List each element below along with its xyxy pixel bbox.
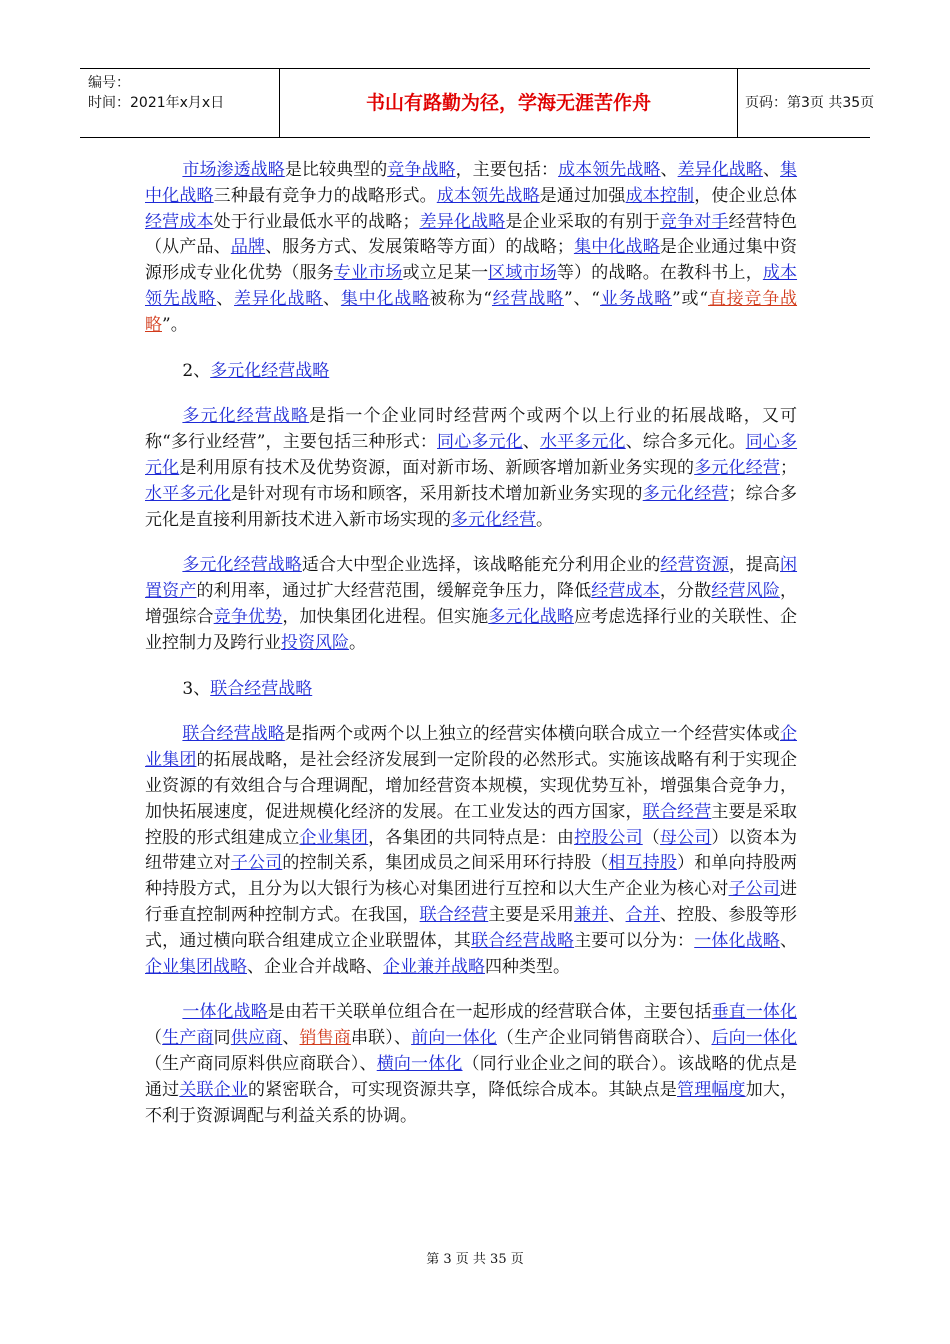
term-link[interactable]: 经营成本 (591, 581, 660, 602)
text-run: 、企业合并战略、 (247, 956, 383, 977)
text-run: ，提高 (728, 555, 781, 576)
text-run: 、服务方式、发展策略等方面）的战略； (265, 237, 574, 258)
term-link[interactable]: 关联企业 (179, 1079, 248, 1100)
text-run: 应考虑选择行业的关联性、企业控制力及跨行业 (145, 606, 798, 653)
term-link[interactable]: 联合经营战略 (182, 724, 285, 745)
term-link[interactable]: 子公司 (728, 879, 781, 900)
term-link[interactable]: 一体化战略 (694, 930, 781, 951)
term-link[interactable]: 同心多元化 (437, 432, 523, 453)
term-link[interactable]: 业务战略 (600, 288, 673, 309)
term-link[interactable]: 相互持股 (608, 853, 678, 874)
term-link[interactable]: 供应商 (230, 1028, 283, 1049)
text-run: 的控制关系，集团成员之间采用环行持股（ (282, 853, 609, 874)
term-link[interactable]: 多元化经营 (642, 483, 729, 504)
paragraph-spacer (145, 980, 797, 1000)
text-run: ）以资本为纽带建立对 (145, 827, 798, 874)
term-link[interactable]: 品牌 (230, 237, 266, 258)
body-paragraph (145, 722, 797, 980)
term-link[interactable]: 集中化战略 (340, 288, 430, 309)
header-meta (80, 69, 280, 137)
text-run: 同 (213, 1028, 231, 1049)
text-run: 适合大中型企业选择，该战略能充分利用企业的 (301, 555, 661, 576)
text-run: 。 (349, 632, 366, 653)
text-run: 、 (660, 160, 678, 180)
text-run: ”、“ (564, 288, 600, 309)
term-link[interactable]: 联合经营战略 (471, 930, 575, 951)
text-run: 加大，不利于资源调配与利益关系的协调。 (145, 1079, 798, 1126)
term-link[interactable]: 经营成本 (145, 211, 214, 232)
text-run: 串联）、 (350, 1028, 412, 1049)
text-run: ；综合多元化是直接利用新技术进入新市场实现的 (145, 483, 798, 530)
text-run: ”或“ (672, 288, 709, 309)
header-motto: 书山有路勤为径，学海无涯苦作舟 (280, 69, 738, 137)
term-link[interactable]: 集中化战略 (573, 237, 660, 258)
text-run: （ (145, 1028, 163, 1049)
text-run: 处于行业最低水平的战略； (213, 211, 420, 232)
paragraph-spacer (145, 533, 797, 553)
term-link[interactable]: 闲置资产 (145, 555, 798, 602)
text-run: 3、 (182, 678, 211, 699)
text-run: 、综合多元化。 (625, 432, 746, 453)
text-run: 是指两个或两个以上独立的经营实体横向联合成立一个经营实体或 (284, 724, 781, 745)
text-run: 是通过加强 (539, 185, 626, 206)
text-run: ； (780, 457, 798, 478)
term-link[interactable]: 合并 (625, 904, 660, 925)
term-link[interactable]: 经营资源 (660, 555, 729, 576)
term-link[interactable]: 成本领先战略 (145, 263, 798, 309)
text-run: 是指一个企业同时经营两个或两个以上行业的拓展战略，又可称“多行业经营”，主要包括三种形式： (145, 406, 797, 453)
text-run: 是企业采取的有别于 (505, 211, 660, 232)
text-run: 的紧密联合，可实现资源共享，降低综合成本。其缺点是 (247, 1079, 678, 1100)
term-link[interactable]: 专业市场 (333, 263, 403, 284)
term-link[interactable]: 多元化经营 (451, 509, 536, 530)
text-run: 或立足某一 (402, 263, 489, 284)
term-link[interactable]: 兼并 (574, 904, 609, 925)
term-link[interactable]: 子公司 (230, 853, 283, 874)
term-link[interactable]: 多元化经营战略 (182, 555, 302, 576)
text-run: （ (642, 827, 660, 848)
section-heading (145, 677, 797, 703)
text-run: ，增强综合 (145, 581, 798, 627)
term-link[interactable]: 企业集团战略 (145, 956, 247, 977)
term-link[interactable]: 成本领先战略 (558, 160, 661, 180)
term-link[interactable]: 水平多元化 (145, 483, 231, 504)
term-link[interactable]: 一体化战略 (182, 1002, 268, 1023)
term-link[interactable]: 前向一体化 (411, 1028, 497, 1049)
text-run: 、 (780, 930, 798, 951)
term-link[interactable]: 同心多元化 (145, 432, 798, 478)
term-link[interactable]: 横向一体化 (376, 1053, 463, 1074)
text-run: （生产企业同销售商联合）、 (496, 1028, 712, 1049)
body-paragraph (145, 1000, 797, 1129)
paragraph-spacer (145, 384, 797, 404)
page-header (80, 68, 875, 138)
text-run: ，加快集团化进程。但实施 (282, 606, 489, 627)
text-run: ，各集团的共同特点是：由 (368, 827, 575, 848)
text-run: ，使企业总体 (694, 185, 798, 206)
text-run: ）和单向持股两种持股方式，且分为以大银行为核心对集团进行互控和以大生产企业为核心对 (145, 853, 798, 900)
term-link[interactable]: 企业集团 (299, 827, 369, 848)
text-run: ”。 (162, 314, 188, 335)
term-link[interactable]: 多元化经营战略 (210, 360, 330, 381)
term-link[interactable]: 集中化战略 (145, 160, 798, 206)
term-link[interactable]: 多元化经营战略 (182, 406, 310, 427)
text-run: 、 (522, 432, 540, 453)
term-link[interactable]: 生产商 (162, 1028, 214, 1049)
document-body (145, 158, 797, 1129)
term-link[interactable]: 水平多元化 (539, 432, 626, 453)
page-footer: 第 3 页 共 35 页 (426, 1252, 524, 1267)
term-link[interactable]: 联合经营 (642, 801, 712, 822)
text-run: 的利用率，通过扩大经营范围，缓解竞争压力，降低 (196, 581, 592, 602)
text-run: ，分散 (659, 581, 712, 602)
text-run: 是企业通过集中资源形成专业化优势（服务 (145, 237, 798, 284)
term-link[interactable]: 成本领先战略 (436, 185, 540, 206)
term-link[interactable]: 管理幅度 (677, 1079, 746, 1100)
text-run: 是利用原有技术及优势资源，面对新市场、新顾客增加新业务实现的 (179, 457, 695, 478)
text-run: 、 (608, 904, 626, 925)
text-run: 等）的战略。在教科书上， (556, 263, 763, 284)
term-link[interactable]: 母公司 (659, 827, 712, 848)
text-run: （同行业企业之间的联合）。该战略的优点是通过 (145, 1053, 798, 1100)
text-run: 、 (762, 160, 781, 180)
paragraph-spacer (145, 702, 797, 722)
header-page-number: 页码：第3页 共35页 (745, 95, 875, 111)
term-link[interactable]: 竞争优势 (213, 606, 283, 627)
term-link[interactable]: 联合经营战略 (210, 678, 313, 699)
document-time: 时间：2021年x月x日 (88, 95, 225, 111)
term-link[interactable]: 竞争战略 (387, 160, 456, 180)
text-run: 三种最有竞争力的战略形式。 (213, 185, 437, 206)
text-run: 进行垂直控制两种控制方式。在我国， (145, 879, 798, 925)
term-link[interactable]: 经营风险 (711, 581, 781, 602)
term-link[interactable]: 成本控制 (625, 185, 695, 206)
text-run: 。 (536, 509, 553, 530)
term-link[interactable]: 差异化战略 (234, 288, 324, 309)
text-run: 、 (216, 288, 235, 309)
text-run: 2、 (182, 360, 211, 381)
text-run: 、控股、参股等形式，通过横向联合组建成立企业联盟体，其 (145, 904, 798, 951)
text-run: 的拓展战略，是社会经济发展到一定阶段的必然形式。实施该战略有利于实现企业资源的有效组合与合理调配，增加经营资本规模，实现优势互补，增强集合竞争力，加快拓展速度，促进规模化经济的发展。在工业发达的西方国家， (145, 750, 798, 822)
term-link[interactable]: 区域市场 (488, 263, 557, 284)
text-run: 经营特色（从产品、 (145, 211, 798, 258)
text-run: 是比较典型的 (284, 160, 388, 180)
text-run: 是由若干关联单位组合在一起形成的经营联合体，主要包括 (267, 1002, 712, 1023)
text-run: 主要可以分为： (574, 930, 695, 951)
term-link[interactable]: 企业集团 (145, 724, 798, 771)
term-link[interactable]: 联合经营 (419, 904, 489, 925)
paragraph-spacer (145, 657, 797, 677)
term-link[interactable]: 垂直一体化 (711, 1002, 798, 1023)
text-run: ，主要包括： (455, 160, 559, 180)
body-paragraph (145, 553, 797, 656)
body-paragraph (145, 404, 797, 533)
term-link[interactable]: 控股公司 (574, 827, 643, 848)
term-link[interactable]: 多元化战略 (488, 606, 575, 627)
term-link[interactable]: 后向一体化 (711, 1028, 798, 1049)
term-link[interactable]: 经营战略 (491, 288, 564, 309)
term-link[interactable]: 销售商 (299, 1028, 351, 1049)
text-run: （生产商同原料供应商联合）、 (145, 1053, 377, 1074)
term-link[interactable]: 直接竞争战略 (145, 288, 798, 335)
text-run: 、 (323, 288, 341, 309)
body-paragraph (145, 158, 797, 339)
term-link[interactable]: 多元化经营 (694, 457, 781, 478)
term-link[interactable]: 市场渗透战略 (182, 160, 285, 180)
term-link[interactable]: 投资风险 (281, 632, 349, 653)
term-link[interactable]: 差异化战略 (419, 211, 506, 232)
term-link[interactable]: 企业兼并战略 (383, 956, 485, 977)
text-run: 主要是采取控股的形式组建成立 (145, 801, 798, 848)
text-run: 、 (282, 1028, 300, 1049)
text-run: 主要是采用 (488, 904, 575, 925)
section-heading (145, 359, 797, 385)
term-link[interactable]: 竞争对手 (659, 211, 729, 232)
text-run: 四种类型。 (485, 956, 570, 977)
text-run: 是针对现有市场和顾客，采用新技术增加新业务实现的 (230, 483, 643, 504)
term-link[interactable]: 差异化战略 (677, 160, 763, 180)
text-run: 被称为“ (429, 288, 492, 309)
paragraph-spacer (145, 339, 797, 359)
document-number: 编号： (88, 75, 130, 91)
